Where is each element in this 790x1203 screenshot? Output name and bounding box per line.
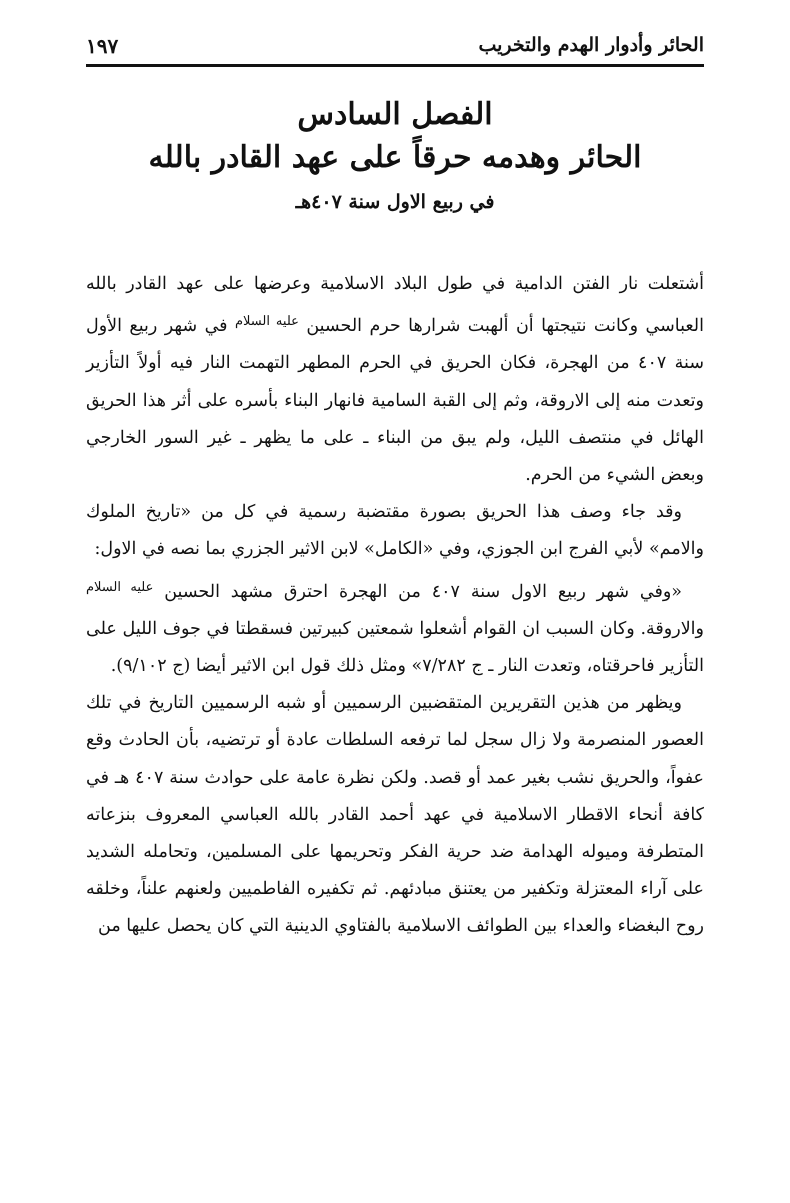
paragraph-3-text-a: «وفي شهر ربيع الاول سنة ٤٠٧ من الهجرة احترق مشهد الحسين	[153, 581, 683, 602]
chapter-heading	[86, 94, 704, 222]
paragraph-1-text-b: في شهر ربيع الأول سنة ٤٠٧ من الهجرة، فكان الحريق في الحرم المطهر التهمت النار فيه أولاً التأزير وتعدت منه إلى الاروقة، وثم إلى القبة السامية فانهار البناء بأسره على أثر هذا الحريق الهائل في منتصف الليل، ولم يبق من البناء ـ على ما يظهر ـ غير السور الخارجي وبعض الشيء من الحرم.	[86, 316, 704, 486]
paragraph-4: ويظهر من هذين التقريرين المتقضبين الرسميين أو شبه الرسميين التاريخ في تلك العصور المنصرمة ولا زال سجل لما ترفعه السلطات عادة أو ترتضيه، بأن الحادث وقع عفواً، والحريق نشب بغير عمد أو قصد. ولكن نظرة عامة على حوادث سنة ٤٠٧ هـ في كافة أنحاء الاقطار الاسلامية في عهد أحمد القادر بالله العباسي المعروف بنزعاته المتطرفة وميوله الهدامة ضد حرية الفكر وتحريمها على المسلمين، وتحامله الشديد على آراء المعتزلة وتكفير من يعتنق مبادئهم. ثم تكفيره الفاطميين ولعنهم علناً، وخلقه روح البغضاء والعداء بين الطوائف الاسلامية بالفتاوي الدينية التي كان يحصل عليها من	[86, 693, 704, 937]
paragraph-3-text-b: والاروقة. وكان السبب ان القوام أشعلوا شمعتين كبيرتين فسقطتا في جوف الليل على التأزير فاحرقتاه، وتعدت النار ـ ج ٧/٢٨٢» ومثل ذلك قول ابن الاثير أيضا (ج ٩/١٠٢).	[86, 618, 704, 677]
page-number: ١٩٧	[86, 34, 119, 58]
paragraph-1-text-a: أشتعلت نار الفتن الدامية في طول البلاد الاسلامية وعرضها على عهد القادر بالله العباسي وكانت نتيجتها أن ألهبت شرارها حرم الحسين	[86, 274, 704, 337]
chapter-title: الحائر وهدمه حرقاً على عهد القادر بالله	[148, 140, 642, 175]
paragraph-1	[86, 266, 704, 494]
running-title: الحائر وأدوار الهدم والتخريب	[478, 34, 704, 56]
body-text	[86, 266, 704, 946]
paragraph-3	[86, 569, 704, 686]
honorific-glyph: عليه السلام	[234, 314, 299, 330]
chapter-number: الفصل السادس	[297, 97, 493, 132]
honorific-glyph: عليه السلام	[86, 579, 154, 595]
page-header	[86, 30, 704, 66]
paragraph-2: وقد جاء وصف هذا الحريق بصورة مقتضبة رسمية في كل من «تاريخ الملوك والامم» لأبي الفرج ابن الجوزي، وفي «الكامل» لابن الاثير الجزري بما نصه في الاول:	[86, 502, 704, 560]
header-rule	[86, 64, 704, 67]
chapter-date: في ربيع الاول سنة ٤٠٧هـ	[295, 191, 495, 213]
